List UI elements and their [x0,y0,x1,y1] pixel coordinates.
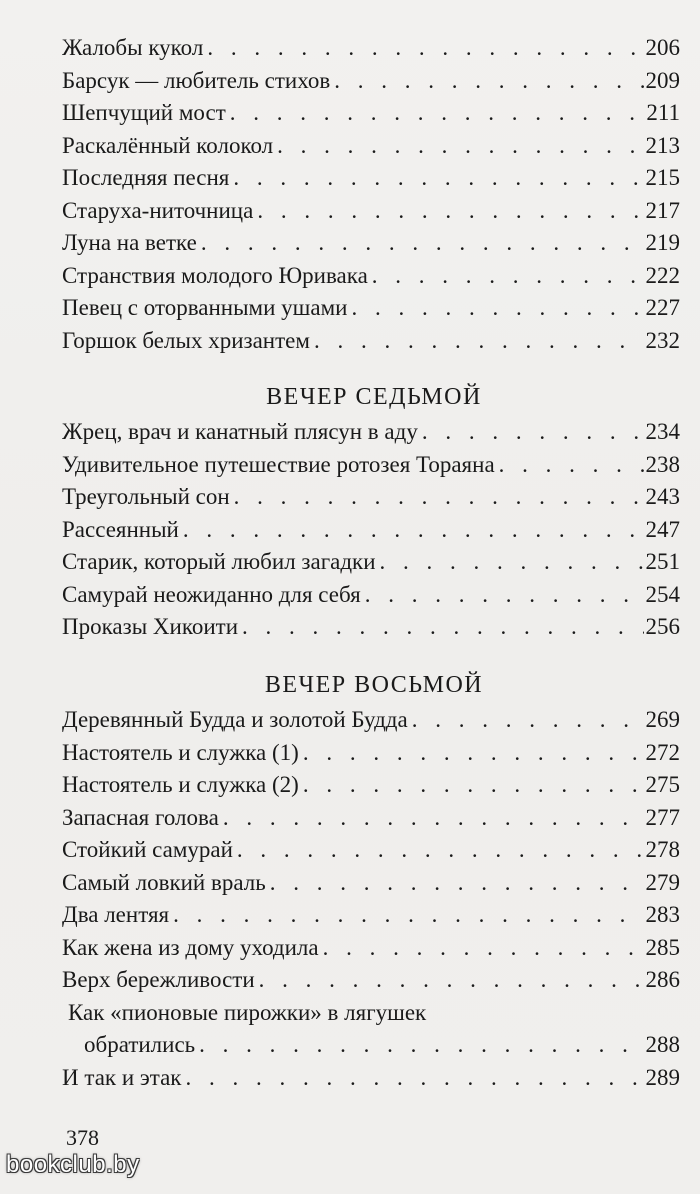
toc-entry [62,546,680,579]
leader-dots [319,932,644,965]
leader-dots [181,1062,643,1095]
toc-entry [62,704,680,737]
toc-entry [62,195,680,228]
toc-entry-title: Запасная голова [62,804,219,830]
toc-entry-page: 283 [645,902,680,927]
toc-entry [62,260,680,293]
toc-entry-title: Странствия молодого Юривака [62,262,368,288]
toc-entry-page: 254 [645,581,680,607]
leader-dots [226,97,645,130]
toc-entry-title: Верх бережливости [62,967,255,992]
section-heading-evening-seven: ВЕЧЕР СЕДЬМОЙ [266,384,482,410]
leader-dots [229,162,643,195]
leader-dots [368,260,644,293]
toc-entry-page: 243 [645,484,680,509]
toc-entry-title: Стойкий самурай [62,837,233,862]
toc-section-6-continued [62,32,680,357]
toc-entry [62,32,680,65]
leader-dots [203,32,643,65]
toc-entry-title: Раскалённый колокол [62,132,274,158]
toc-entry-page: 279 [645,869,680,895]
toc-entry-page: 209 [645,67,680,93]
toc-entry [62,481,680,514]
toc-entry-page: 289 [645,1064,680,1090]
toc-entry [62,802,680,835]
toc-entry [62,97,680,130]
toc-entry-page: 285 [645,934,680,960]
leader-dots [233,834,644,867]
toc-entry-title: Барсук — любитель стихов [62,67,331,93]
toc-entry-title: Жалобы кукол [62,35,204,60]
toc-entry-page: 286 [645,967,680,992]
toc-entry-line2 [62,1029,680,1062]
toc-entry-page: 288 [645,1032,680,1057]
toc-entry [62,514,680,547]
toc-section-8 [62,704,680,1094]
toc-entry-multiline [62,997,680,1062]
toc-entry-page: 275 [645,772,680,797]
leader-dots [408,704,644,737]
toc-entry-page: 219 [645,230,680,255]
toc-section-7 [62,416,680,644]
toc-entry-title: Певец с оторванными ушами [62,295,348,320]
toc-entry-page: 238 [645,451,680,477]
toc-entry [62,834,680,867]
toc-entry-title: Последняя песня [62,165,230,190]
toc-entry-title: Шепчущий мост [62,100,226,125]
toc-entry-title: Два лентяя [62,902,170,927]
section-heading-evening-eight: ВЕЧЕР ВОСЬМОЙ [264,672,484,698]
toc-entry-title: Луна на ветке [62,230,197,255]
toc-entry [62,227,680,260]
toc-entry-page: 213 [645,132,680,158]
toc-entry-title: Жрец, врач и канатный плясун в аду [62,419,418,444]
leader-dots [195,1029,643,1062]
toc-entry [62,292,680,325]
watermark: bookclub.by [6,1151,140,1178]
toc-entry-title: Старуха-ниточница [62,197,254,223]
toc-entry-title: Удивительное путешествие ротозея Тораяна [62,451,495,477]
toc-entry-page: 277 [645,804,680,830]
toc-entry-page: 251 [645,549,680,574]
toc-entry [62,162,680,195]
leader-dots [495,449,644,482]
leader-dots [310,325,644,358]
toc-entry-title-line1: Как «пионовые пирожки» в лягушек [68,999,427,1025]
leader-dots [255,964,644,997]
leader-dots [376,546,644,579]
toc-entry [62,964,680,997]
toc-entry-title: Треугольный сон [62,484,230,509]
toc-entry-title: Самурай неожиданно для себя [62,581,361,607]
toc-entry-title: Самый ловкий враль [62,869,266,895]
toc-entry-page: 256 [645,614,680,639]
toc-entry-title: Деревянный Будда и золотой Будда [62,707,408,732]
toc-entry [62,325,680,358]
toc-entry-page: 234 [645,419,680,444]
toc-entry-title: Рассеянный [62,516,179,542]
leader-dots [266,867,644,900]
toc-entry-page: 272 [645,739,680,765]
leader-dots [238,611,643,644]
leader-dots [273,130,643,163]
leader-dots [230,481,644,514]
toc-entry-title: Проказы Хикоити [62,614,239,639]
toc-entry-page: 278 [645,837,680,862]
toc-entry-page: 222 [645,262,680,288]
toc-entry-title-line2: обратились [84,1032,196,1057]
leader-dots [330,65,643,98]
leader-dots [347,292,643,325]
leader-dots [179,514,644,547]
toc-entry [62,449,680,482]
toc-entry [62,130,680,163]
toc-entry-page: 217 [645,197,680,223]
toc-entry-page: 269 [645,707,680,732]
leader-dots [299,769,644,802]
toc-entry-page: 211 [646,100,680,125]
toc-entry [62,867,680,900]
toc-entry [62,1062,680,1095]
leader-dots [299,737,644,770]
leader-dots [418,416,644,449]
leader-dots [253,195,643,228]
leader-dots [219,802,644,835]
toc-entry [62,416,680,449]
toc-entry-page: 232 [645,327,680,353]
toc-entry-title: И так и этак [62,1064,182,1090]
toc-entry [62,769,680,802]
toc-entry [62,737,680,770]
toc-entry-page: 215 [645,165,680,190]
leader-dots [169,899,643,932]
toc-entry-page: 247 [645,516,680,542]
leader-dots [197,227,644,260]
toc-entry-title: Настоятель и служка (2) [62,772,299,797]
toc-entry-page: 206 [645,35,680,60]
toc-entry-title: Как жена из дому уходила [62,934,319,960]
toc-entry [62,579,680,612]
toc-entry-title: Старик, который любил загадки [62,549,376,574]
toc-entry-title: Настоятель и служка (1) [62,739,299,765]
toc-entry [62,932,680,965]
toc-entry-title: Горшок белых хризантем [62,327,310,353]
toc-entry [62,65,680,98]
page-number: 378 [66,1125,99,1150]
toc-entry-page: 227 [645,295,680,320]
leader-dots [361,579,644,612]
toc-entry [62,611,680,644]
toc-entry [62,899,680,932]
